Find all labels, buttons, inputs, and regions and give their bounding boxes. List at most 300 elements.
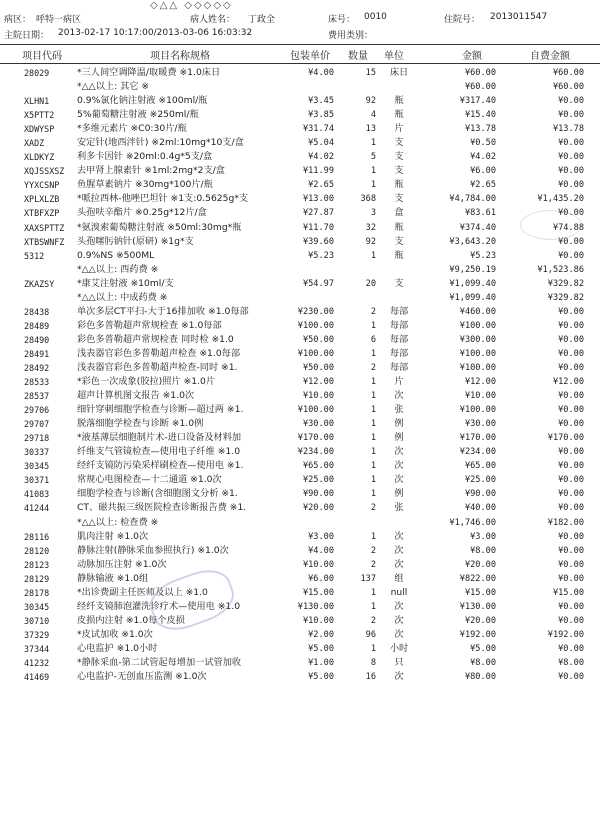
row-self: ¥0.00 xyxy=(558,180,584,191)
table-row xyxy=(0,291,600,305)
row-code: 41232 xyxy=(24,657,50,668)
top-cut-text: ◇△△ ◇◇◇◇◇ xyxy=(150,0,233,11)
header-rule-bottom xyxy=(0,63,600,64)
row-name: *三人间空调降温/取暖费 ※1.0床日 xyxy=(77,67,221,78)
row-unit: 瓶 xyxy=(394,249,404,261)
row-qty: 16 xyxy=(365,672,376,683)
row-unit: 次 xyxy=(394,460,404,472)
row-unit: 支 xyxy=(394,193,404,205)
row-self: ¥0.00 xyxy=(558,110,584,121)
row-unit: 支 xyxy=(394,277,404,289)
row-price: ¥234.00 xyxy=(297,447,334,458)
row-name: 心电监护-无创血压监测 ※1.0次 xyxy=(77,671,207,683)
row-price: ¥100.00 xyxy=(297,320,334,331)
table-row xyxy=(0,530,600,544)
row-self: ¥15.00 xyxy=(552,587,584,598)
row-code: 28029 xyxy=(24,68,50,78)
table-row xyxy=(0,473,600,487)
row-code: XLHN1 xyxy=(24,96,50,107)
table-row xyxy=(0,319,600,333)
table-row xyxy=(0,333,600,347)
row-unit: 支 xyxy=(394,151,404,163)
row-amount: ¥0.50 xyxy=(470,138,496,149)
row-amount: ¥192.00 xyxy=(459,629,496,640)
col-price: 包装单价 xyxy=(290,51,330,62)
row-self: ¥12.00 xyxy=(552,377,584,388)
row-name: *康艾注射液 ※10ml/支 xyxy=(77,277,174,289)
row-unit: 次 xyxy=(394,544,404,556)
row-name: 5%葡萄糖注射液 ※250ml/瓶 xyxy=(77,109,199,121)
row-amount: ¥4,784.00 xyxy=(449,194,496,205)
header-rule-top xyxy=(0,44,600,45)
row-unit: 次 xyxy=(394,600,404,612)
table-row xyxy=(0,206,600,220)
row-amount: ¥60.00 xyxy=(464,68,496,78)
table-row xyxy=(0,80,600,94)
row-unit: 张 xyxy=(394,502,404,514)
row-qty: 32 xyxy=(365,222,376,233)
row-qty: 1 xyxy=(370,391,376,402)
row-self: ¥0.00 xyxy=(558,643,584,654)
row-unit: 次 xyxy=(394,558,404,570)
row-code: 28116 xyxy=(24,531,50,542)
row-name: *多维元素片 ※C0:30片/瓶 xyxy=(77,123,187,135)
row-unit: 片 xyxy=(394,376,404,388)
row-unit: 支 xyxy=(394,235,404,247)
row-unit: 每部 xyxy=(389,347,409,359)
row-unit: 次 xyxy=(394,614,404,626)
row-name: 0.9%氯化钠注射液 ※100ml/瓶 xyxy=(77,95,208,107)
row-qty: 2 xyxy=(370,615,376,626)
row-code: 37329 xyxy=(24,629,50,640)
row-price: ¥5.04 xyxy=(308,138,334,149)
row-qty: 1 xyxy=(370,643,376,654)
row-price: ¥65.00 xyxy=(302,461,334,472)
row-unit: 片 xyxy=(394,123,404,135)
table-row xyxy=(0,516,600,530)
row-self: ¥60.00 xyxy=(552,82,584,93)
row-name: 头孢噻肟钠针(原研) ※1g*支 xyxy=(77,235,194,247)
table-row xyxy=(0,347,600,361)
ward-value: 呼特一病区 xyxy=(36,15,82,25)
row-code: 30345 xyxy=(24,461,50,472)
row-code: XPLXLZB xyxy=(24,194,60,205)
row-amount: ¥8.00 xyxy=(470,657,496,668)
row-unit: 床日 xyxy=(389,67,409,78)
row-amount: ¥4.02 xyxy=(470,152,496,163)
row-self: ¥0.00 xyxy=(558,391,584,402)
row-qty: 137 xyxy=(360,573,376,584)
row-qty: 2 xyxy=(370,362,376,373)
row-price: ¥90.00 xyxy=(302,489,334,500)
row-code: XDWYSP xyxy=(24,124,55,135)
header-line-1 xyxy=(4,12,596,27)
row-price: ¥13.00 xyxy=(302,194,334,205)
row-self: ¥0.00 xyxy=(558,405,584,416)
row-self: ¥182.00 xyxy=(547,517,584,528)
row-amount: ¥5.23 xyxy=(470,250,496,261)
row-unit: 瓶 xyxy=(394,109,404,121)
row-amount: ¥460.00 xyxy=(459,306,496,317)
row-self: ¥0.00 xyxy=(558,447,584,458)
row-unit: 瓶 xyxy=(394,221,404,233)
row-name: 去甲肾上腺素针 ※1ml:2mg*2支/盒 xyxy=(77,165,225,177)
row-qty: 1 xyxy=(370,419,376,430)
row-qty: 1 xyxy=(370,320,376,331)
row-qty: 1 xyxy=(370,433,376,444)
column-header-row xyxy=(0,47,600,62)
row-unit: 次 xyxy=(394,446,404,458)
row-unit: 次 xyxy=(394,671,404,683)
row-code: 28491 xyxy=(24,348,50,359)
row-price: ¥39.60 xyxy=(302,236,334,247)
row-amount: ¥5.00 xyxy=(470,643,496,654)
row-name: *哌拉西林-他唑巴坦针 ※1支:0.5625g*支 xyxy=(77,193,249,205)
row-self: ¥329.82 xyxy=(547,292,584,303)
fee-type-label: 费用类别： xyxy=(328,31,374,41)
header-line-2 xyxy=(4,28,596,42)
table-row xyxy=(0,136,600,150)
row-price: ¥100.00 xyxy=(297,348,334,359)
row-name: 静脉注射(静脉采血参照执行) ※1.0次 xyxy=(77,544,229,556)
row-qty: 2 xyxy=(370,559,376,570)
row-name: CT、磁共振三级医院检查诊断报告费 ※1. xyxy=(77,502,247,514)
row-price: ¥3.85 xyxy=(308,110,334,121)
row-qty: 2 xyxy=(370,503,376,514)
row-name: 超声计算机图文报告 ※1.0次 xyxy=(77,390,195,402)
table-row xyxy=(0,586,600,600)
row-qty: 1 xyxy=(370,348,376,359)
row-self: ¥0.00 xyxy=(558,166,584,177)
row-name: 纤维支气管镜检查—使用电子纤维 ※1.0 xyxy=(77,446,241,458)
row-self: ¥0.00 xyxy=(558,672,584,683)
row-self: ¥0.00 xyxy=(558,475,584,486)
row-name: 安定针(地西泮针) ※2ml:10mg*10支/盒 xyxy=(77,137,244,149)
row-name: 经纤支镜肺泡灌洗诊疗术—使用电 ※1.0 xyxy=(77,600,241,612)
row-amount: ¥100.00 xyxy=(459,348,496,359)
row-amount: ¥1,099.40 xyxy=(449,292,496,303)
row-unit: 每部 xyxy=(389,319,409,331)
table-row xyxy=(0,361,600,375)
row-amount: ¥2.65 xyxy=(470,180,496,191)
row-qty: 1 xyxy=(370,601,376,612)
row-amount: ¥300.00 xyxy=(459,334,496,345)
row-name: *彩色一次成象(胶拉)照片 ※1.0片 xyxy=(77,376,216,388)
row-code: 28178 xyxy=(24,587,50,598)
row-price: ¥5.00 xyxy=(308,672,334,683)
row-price: ¥20.00 xyxy=(302,503,334,514)
row-qty: 92 xyxy=(365,236,376,247)
row-code: 41083 xyxy=(24,489,50,500)
row-price: ¥31.74 xyxy=(302,124,334,135)
row-qty: 2 xyxy=(370,545,376,556)
admission-label: 住院号： xyxy=(444,15,481,25)
row-amount: ¥80.00 xyxy=(464,672,496,683)
row-code: X5PTT2 xyxy=(24,110,55,121)
table-row xyxy=(0,600,600,614)
col-code: 项目代码 xyxy=(22,51,62,62)
table-row xyxy=(0,628,600,642)
row-amount: ¥822.00 xyxy=(459,573,496,584)
row-self: ¥170.00 xyxy=(547,433,584,444)
row-unit: 只 xyxy=(394,656,404,668)
patient-value: 丁政全 xyxy=(248,15,276,25)
row-price: ¥4.00 xyxy=(308,545,334,556)
row-code: XTBSWNFZ xyxy=(24,236,65,247)
row-unit: 例 xyxy=(394,488,404,500)
row-self: ¥13.78 xyxy=(552,124,584,135)
row-code: XLDKYZ xyxy=(24,152,55,163)
row-self: ¥8.00 xyxy=(558,657,584,668)
row-unit: null xyxy=(390,586,408,598)
row-name: *△△以上: 检查费 ※ xyxy=(77,516,159,528)
row-amount: ¥83.61 xyxy=(464,208,496,219)
row-unit: 盒 xyxy=(394,207,404,219)
row-qty: 368 xyxy=(360,194,376,205)
row-amount: ¥1,099.40 xyxy=(449,278,496,289)
row-self: ¥192.00 xyxy=(547,629,584,640)
row-amount: ¥13.78 xyxy=(464,124,496,135)
row-unit: 张 xyxy=(394,404,404,416)
table-row xyxy=(0,544,600,558)
row-qty: 5 xyxy=(370,152,376,163)
table-row xyxy=(0,108,600,122)
row-self: ¥0.00 xyxy=(558,419,584,430)
row-self: ¥0.00 xyxy=(558,236,584,247)
row-code: ZKAZSY xyxy=(24,278,55,289)
row-name: *△△以上: 其它 ※ xyxy=(77,81,150,93)
row-unit: 次 xyxy=(394,530,404,542)
row-amount: ¥15.00 xyxy=(464,587,496,598)
row-name: *△△以上: 中成药费 ※ xyxy=(77,291,168,303)
row-qty: 1 xyxy=(370,489,376,500)
row-amount: ¥15.40 xyxy=(464,110,496,121)
row-code: XTBFXZP xyxy=(24,208,60,219)
row-code: YYXCSNP xyxy=(24,180,60,191)
row-price: ¥30.00 xyxy=(302,419,334,430)
table-row xyxy=(0,263,600,277)
row-price: ¥3.00 xyxy=(308,531,334,542)
row-amount: ¥100.00 xyxy=(459,362,496,373)
row-code: XADZ xyxy=(24,138,45,149)
row-code: 30345 xyxy=(24,601,50,612)
fee-table-body xyxy=(0,66,600,684)
row-qty: 1 xyxy=(370,587,376,598)
table-row xyxy=(0,94,600,108)
row-self: ¥0.00 xyxy=(558,559,584,570)
row-name: 脱落细胞学检查与诊断 ※1.0例 xyxy=(77,418,204,430)
row-self: ¥0.00 xyxy=(558,461,584,472)
row-price: ¥25.00 xyxy=(302,475,334,486)
ward-label: 病区： xyxy=(4,15,32,25)
row-code: 41469 xyxy=(24,672,50,683)
row-self: ¥0.00 xyxy=(558,348,584,359)
row-price: ¥2.65 xyxy=(308,180,334,191)
row-amount: ¥12.00 xyxy=(464,377,496,388)
row-qty: 20 xyxy=(365,278,376,289)
row-price: ¥10.00 xyxy=(302,391,334,402)
row-name: 动脉加压注射 ※1.0次 xyxy=(77,558,167,570)
table-row xyxy=(0,66,600,80)
table-row xyxy=(0,558,600,572)
table-row xyxy=(0,375,600,389)
row-self: ¥0.00 xyxy=(558,615,584,626)
row-amount: ¥1,746.00 xyxy=(449,517,496,528)
col-name: 项目名称规格 xyxy=(150,51,210,62)
row-price: ¥15.00 xyxy=(302,587,334,598)
row-self: ¥60.00 xyxy=(552,68,584,78)
table-row xyxy=(0,431,600,445)
row-self: ¥0.00 xyxy=(558,503,584,514)
row-qty: 1 xyxy=(370,166,376,177)
row-name: 常规心电图检查—十二通道 ※1.0次 xyxy=(77,474,222,486)
row-name: 肌肉注射 ※1.0次 xyxy=(77,530,149,542)
row-amount: ¥234.00 xyxy=(459,447,496,458)
row-code: 29707 xyxy=(24,419,50,430)
row-qty: 6 xyxy=(370,334,376,345)
row-name: 细针穿刺细胞学检查与诊断—超过两 ※1. xyxy=(77,404,244,416)
row-self: ¥0.00 xyxy=(558,362,584,373)
table-row xyxy=(0,614,600,628)
table-row xyxy=(0,305,600,319)
row-unit: 每部 xyxy=(389,305,409,317)
row-amount: ¥374.40 xyxy=(459,222,496,233)
row-price: ¥3.45 xyxy=(308,96,334,107)
row-self: ¥0.00 xyxy=(558,601,584,612)
row-unit: 瓶 xyxy=(394,179,404,191)
row-amount: ¥3,643.20 xyxy=(449,236,496,247)
row-price: ¥11.70 xyxy=(302,222,334,233)
row-qty: 1 xyxy=(370,377,376,388)
row-price: ¥2.00 xyxy=(308,629,334,640)
row-price: ¥100.00 xyxy=(297,405,334,416)
row-amount: ¥25.00 xyxy=(464,475,496,486)
row-amount: ¥10.00 xyxy=(464,391,496,402)
table-row xyxy=(0,122,600,136)
row-amount: ¥130.00 xyxy=(459,601,496,612)
row-amount: ¥170.00 xyxy=(459,433,496,444)
row-name: *△△以上: 西药费 ※ xyxy=(77,263,159,275)
row-qty: 1 xyxy=(370,180,376,191)
table-row xyxy=(0,192,600,206)
row-qty: 1 xyxy=(370,405,376,416)
row-name: 细胞学检查与诊断(含细胞图文分析 ※1. xyxy=(77,488,238,500)
row-amount: ¥8.00 xyxy=(470,545,496,556)
row-self: ¥0.00 xyxy=(558,545,584,556)
row-name: *液基薄层细胞制片术-进口设备及材料加 xyxy=(77,432,242,444)
row-qty: 15 xyxy=(365,68,376,78)
row-amount: ¥9,250.19 xyxy=(449,264,496,275)
row-code: 28438 xyxy=(24,306,50,317)
row-self: ¥0.00 xyxy=(558,573,584,584)
table-row xyxy=(0,656,600,670)
row-unit: 小时 xyxy=(389,642,409,654)
table-row xyxy=(0,487,600,501)
col-unit: 单位 xyxy=(384,51,404,62)
row-code: 28489 xyxy=(24,320,50,331)
row-unit: 每部 xyxy=(389,333,409,345)
row-unit: 瓶 xyxy=(394,95,404,107)
row-qty: 13 xyxy=(365,124,376,135)
table-row xyxy=(0,670,600,684)
row-qty: 1 xyxy=(370,138,376,149)
row-name: 心电监护 ※1.0小时 xyxy=(77,642,158,654)
row-qty: 3 xyxy=(370,208,376,219)
row-code: 30337 xyxy=(24,447,50,458)
row-code: 30371 xyxy=(24,475,50,486)
row-price: ¥10.00 xyxy=(302,559,334,570)
row-qty: 8 xyxy=(370,657,376,668)
row-amount: ¥20.00 xyxy=(464,559,496,570)
row-price: ¥170.00 xyxy=(297,433,334,444)
row-price: ¥4.02 xyxy=(308,152,334,163)
date-value: 2013-02-17 10:17:00/2013-03-06 16:03:32 xyxy=(58,28,253,38)
row-self: ¥0.00 xyxy=(558,250,584,261)
row-name: 浅表器官彩色多普勒超声检查-同时 ※1. xyxy=(77,361,238,373)
row-amount: ¥90.00 xyxy=(464,489,496,500)
row-qty: 2 xyxy=(370,306,376,317)
row-self: ¥1,435.20 xyxy=(537,194,584,205)
row-code: 29706 xyxy=(24,405,50,416)
date-label: 主院日期： xyxy=(4,31,50,41)
table-row xyxy=(0,642,600,656)
row-code: 28120 xyxy=(24,545,50,556)
row-unit: 支 xyxy=(394,137,404,149)
row-qty: 1 xyxy=(370,531,376,542)
row-self: ¥74.88 xyxy=(552,222,584,233)
faint-stamp-mark xyxy=(520,210,582,240)
row-self: ¥0.00 xyxy=(558,208,584,219)
row-self: ¥0.00 xyxy=(558,334,584,345)
row-code: 28123 xyxy=(24,559,50,570)
row-qty: 92 xyxy=(365,96,376,107)
row-amount: ¥40.00 xyxy=(464,503,496,514)
row-price: ¥4.00 xyxy=(308,68,334,78)
table-row xyxy=(0,403,600,417)
row-amount: ¥3.00 xyxy=(470,531,496,542)
row-unit: 每部 xyxy=(389,361,409,373)
row-price: ¥27.87 xyxy=(302,208,334,219)
row-code: 5312 xyxy=(24,250,45,261)
row-name: 静脉输液 ※1.0组 xyxy=(77,572,149,584)
row-name: 单次多层CT平扫-大于16排加收 ※1.0每部 xyxy=(77,305,249,317)
row-name: *皮试加收 ※1.0次 xyxy=(77,628,153,640)
row-price: ¥5.00 xyxy=(308,643,334,654)
row-name: *出诊费副主任医师及以上 ※1.0 xyxy=(77,586,208,598)
row-self: ¥0.00 xyxy=(558,138,584,149)
row-code: 28533 xyxy=(24,377,50,388)
row-price: ¥11.99 xyxy=(302,166,334,177)
row-qty: 4 xyxy=(370,110,376,121)
row-code: XAXSPTTZ xyxy=(24,222,65,233)
row-qty: 96 xyxy=(365,629,376,640)
row-code: 28129 xyxy=(24,573,50,584)
row-name: 浅表器官彩色多普勒超声检查 ※1.0每部 xyxy=(77,347,241,359)
row-name: *静脉采血-第二试管起每增加一试管加收 xyxy=(77,656,242,668)
row-qty: 1 xyxy=(370,475,376,486)
row-price: ¥5.23 xyxy=(308,250,334,261)
row-name: 经纤支镜防污染采样刷检查—使用电 ※1. xyxy=(77,460,244,472)
row-price: ¥10.00 xyxy=(302,615,334,626)
row-amount: ¥6.00 xyxy=(470,166,496,177)
row-price: ¥6.00 xyxy=(308,573,334,584)
row-code: 28537 xyxy=(24,391,50,402)
col-amount: 金额 xyxy=(462,51,482,62)
row-unit: 例 xyxy=(394,432,404,444)
row-unit: 支 xyxy=(394,165,404,177)
row-unit: 次 xyxy=(394,628,404,640)
row-name: 0.9%NS ※500ML xyxy=(77,249,155,261)
